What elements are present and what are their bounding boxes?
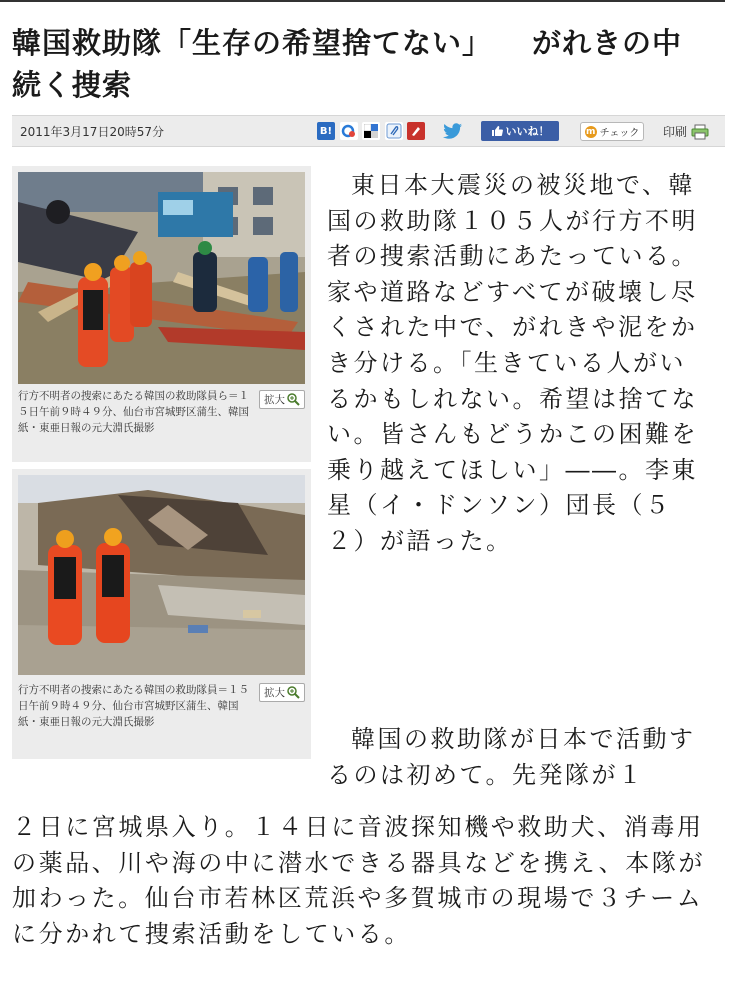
clip-button[interactable] [385,122,403,140]
article-paragraph-2-continued: ２日に宮城県入り。１４日に音波探知機や救助犬、消毒用の薬品、川や海の中に潜水できる器具などを携え、本隊が加わった。仙台市若林区荒浜や多賀城市の現場で３チームに分かれて捜索活動をしている。 [12,813,706,948]
clip-icon [409,124,423,138]
thumbs-up-icon [491,125,503,137]
mixi-icon: m [585,126,596,137]
photo-box-1 [12,166,311,462]
photo-caption-2: 行方不明者の捜索にあたる韓国の救助隊員＝１５日午前９時４９分、仙台市宮城野区蒲生、韓国紙・東亜日報の元大淵氏撮影 [18,684,249,728]
paragraph-2-text-a: 韓国の救助隊が日本で活動するのは初めて。先発隊が１ [327,725,696,789]
mixi-check-button[interactable] [580,122,644,141]
magnifier-icon [287,686,300,699]
paperclip-icon [386,123,402,139]
magnifier-icon [287,393,300,406]
top-rule [0,0,725,2]
article-paragraph-2-start [327,722,711,793]
article-paragraph-1 [327,168,711,560]
check-label: チェック [599,128,640,139]
rescue-team-photo-1[interactable] [18,172,305,384]
zoom-label-2: 拡大 [264,687,285,699]
google-bookmark-button[interactable] [340,122,358,140]
rescue-team-photo-2[interactable] [18,475,305,675]
zoom-button-2[interactable] [259,683,305,702]
print-label: 印刷 [663,125,688,139]
like-label: いいね！ [505,125,550,138]
headline-part-1: 韓国救助隊「生存の希望捨てない」 [12,26,493,60]
delicious-button[interactable] [362,122,380,140]
google-bookmark-icon [341,123,357,139]
twitter-button[interactable] [442,122,464,140]
zoom-button-1[interactable] [259,390,305,409]
headline-part-2: がれきの中 [532,26,683,60]
delicious-icon [364,124,378,138]
livedoor-clip-button[interactable] [407,122,425,140]
zoom-label-1: 拡大 [264,394,285,406]
photo-box-2 [12,469,311,759]
hatena-bookmark-button[interactable] [317,122,335,140]
publish-date: 2011年3月17日20時57分 [20,125,164,139]
print-button[interactable] [663,123,709,140]
facebook-like-button[interactable] [481,121,559,141]
twitter-bird-icon [443,123,463,139]
article-headline [12,22,727,106]
hatena-label: B! [319,125,333,137]
paragraph-1-text: 東日本大震災の被災地で、韓国の救助隊１０５人が行方不明者の捜索活動にあたっている。家や道路などすべてが破壊し尽くされた中で、がれきや泥をかき分ける。「生きている人がいるかもしれない。希望は捨てない。皆さんもどうかこの困難を乗り越えてほしい」――。李東星（イ・ドンソン）団長（５２）が語った。 [327,171,698,555]
article-meta-bar [12,115,725,147]
headline-part-3: 続く捜索 [12,68,133,102]
printer-icon [691,124,709,140]
photo-caption-1: 行方不明者の捜索にあたる韓国の救助隊員ら＝１５日午前９時４９分、仙台市宮城野区蒲生、韓国紙・東亜日報の元大淵氏撮影 [18,390,249,434]
